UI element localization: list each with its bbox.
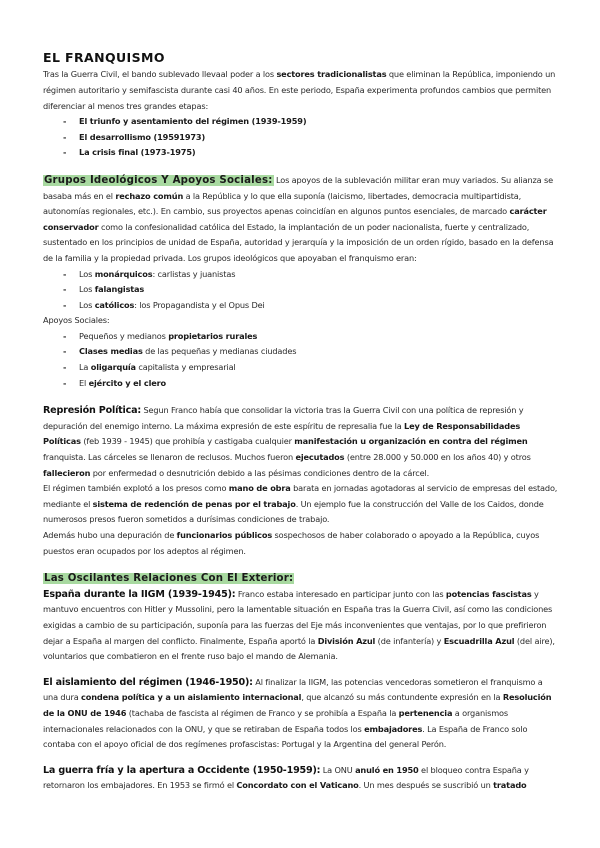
document-page (43, 42, 558, 794)
list-item: - El desarrollismo (19591973) (63, 130, 558, 146)
exterior-s1-paragraph: España durante la IIGM (1939-1945): Franco estaba interesado en participar junto con las potencias fascistas y mantuvo encuentros con Hitler y Mussolini, pero la lamentable situación en España tras la Guerra Civil, así como las condiciones exigidas a cambio de su participación, suponía para las fuerzas del Eje más inconvenientes que ventajas, por lo que prefirieron dejar a España al margen del conflicto. Finalmente, España aportó la División Azul (de infantería) y Escuadrilla Azul (del aire), voluntarios que combatieron en el frente ruso bajo el mando de Alemania. (43, 588, 555, 662)
subheading-guerra-fria: La guerra fría y la apertura a Occidente (1950-1959): (43, 764, 321, 776)
list-item: - Pequeños y medianos propietarios rurales (63, 329, 558, 345)
exterior-s3-paragraph: La guerra fría y la apertura a Occidente (1950-1959): La ONU anuló en 1950 el bloqueo contra España y retornaron los embajadores. En 1953 se firmó el Concordato con el Vaticano. Un mes después se suscribió un tratado (43, 764, 529, 791)
list-item: - Los falangistas (63, 282, 558, 298)
subheading-iigm: España durante la IIGM (1939-1945): (43, 588, 236, 600)
section-heading-represion: Represión Política: (43, 405, 142, 417)
stages-list (43, 114, 558, 161)
section-heading-grupos: Grupos Ideológicos Y Apoyos Sociales: (44, 174, 273, 186)
list-item: - La crisis final (1973-1975) (63, 145, 558, 161)
represion-paragraph-2: El régimen también explotó a los presos como mano de obra barata en jornadas agotadoras al servicio de empresas del estado, mediante el sistema de redención de penas por el trabajo. Un ejemplo fue la construcción del Valle de los Caidos, donde numerosos presos fueron sometidos a durísimas condiciones de trabajo. (43, 483, 558, 525)
list-item: - La oligarquía capitalista y empresarial (63, 360, 558, 376)
represion-paragraph: Represión Política: Segun Franco había que consolidar la victoria tras la Guerra Civil con una política de represión y depuración del enemigo interno. La máxima expresión de este espíritu de represalia fue la Ley de Responsabilidades Políticas (feb 1939 - 1945) que prohibía y castigaba cualquier manifestación u organización en contra del régimen franquista. Las cárceles se llenaron de reclusos. Muchos fueron ejecutados (entre 28.000 y 50.000 en los años 40) y otros fallecieron por enfermedad o desnutrición debido a las pésimas condiciones dentro de la cárcel. (43, 405, 531, 478)
represion-paragraph-3: Además hubo una depuración de funcionarios públicos sospechosos de haber colaborado o apoyado a la República, cuyos puestos eran ocupados por los adeptos al régimen. (43, 530, 540, 556)
apoyos-list (43, 329, 558, 391)
list-item: - Los monárquicos: carlistas y juanistas (63, 267, 558, 283)
list-item: - Los católicos: los Propagandista y el Opus Dei (63, 298, 558, 314)
apoyos-label: Apoyos Sociales: (43, 315, 110, 326)
section-heading-exterior: Las Oscilantes Relaciones Con El Exterior: (44, 573, 294, 585)
intro-paragraph: Tras la Guerra Civil, el bando sublevado llevaal poder a los sectores tradicionalistas que eliminan la República, imponiendo un régimen autoritario y semifascista durante casi 40 años. En este periodo, España experimenta profundos cambios que permiten diferenciar al menos tres grandes etapas: (43, 69, 556, 111)
list-item: - Clases medias de las pequeñas y medianas ciudades (63, 344, 558, 360)
list-item: - El triunfo y asentamiento del régimen (1939-1959) (63, 114, 558, 130)
grupos-paragraph: Grupos Ideológicos Y Apoyos Sociales: Los apoyos de la sublevación militar eran muy variados. Su alianza se basaba más en el rechazo común a la República y lo que ella suponía (laicismo, libertades, democracia multipartidista, autonomías regionales, etc.). En cambio, sus proyectos apenas coincidían en algunos puntos esenciales, de marcado carácter conservador como la confesionalidad católica del Estado, la implantación de un poder nacionalista, fuerte y centralizado, sustentado en los principios de unidad de España, autoridad y jerarquía y la imposición de un orden rígido, basado en la defensa de la familia y la propiedad privada. Los grupos ideológicos que apoyaban el franquismo eran: (43, 174, 554, 263)
page-title: EL FRANQUISMO (43, 50, 165, 66)
exterior-s2-paragraph: El aislamiento del régimen (1946-1950): Al finalizar la IIGM, las potencias vencedoras sometieron el franquismo a una dura condena política y a un aislamiento internacional, que alcanzó su más contundente expresión en la Resolución de la ONU de 1946 (tachaba de fascista al régimen de Franco y se prohibía a España la pertenencia a organismos internacionales relacionados con la ONU, y que se retiraban de España todos los embajadores. La España de Franco solo contaba con el apoyo oficial de dos regímenes profascistas: Portugal y la Argentina del general Perón. (43, 676, 552, 750)
exterior-heading-line (43, 571, 558, 587)
subheading-aislamiento: El aislamiento del régimen (1946-1950): (43, 676, 253, 688)
list-item: - El ejército y el clero (63, 376, 558, 392)
groups-list (43, 267, 558, 314)
